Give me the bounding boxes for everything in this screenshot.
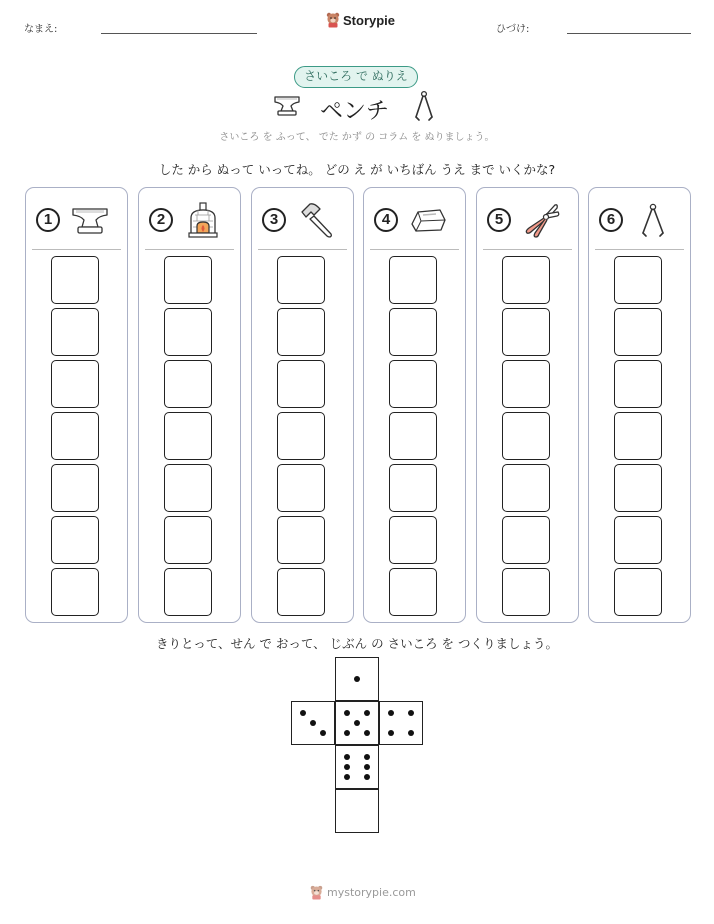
column-number: 3 xyxy=(262,208,286,232)
category-pill: さいころ で ぬりえ xyxy=(294,66,418,88)
column-number: 4 xyxy=(374,208,398,232)
dice-pip xyxy=(344,764,350,770)
name-label: なまえ: xyxy=(24,24,58,35)
dice-face-right xyxy=(379,701,423,745)
dice-pip xyxy=(364,764,370,770)
column-number: 1 xyxy=(36,208,60,232)
dice-pip xyxy=(354,720,360,726)
dice-pip xyxy=(344,730,350,736)
dice-pip xyxy=(364,754,370,760)
dice-face-left xyxy=(291,701,335,745)
instruction-text: した から ぬって いってね。 どの え が いちばん うえ まで いくかな? xyxy=(158,162,556,177)
cut-instruction: きりとって、せん で おって、 じぶん の さいころ を つくりましょう。 xyxy=(155,636,559,651)
dice-pip xyxy=(388,710,394,716)
dice-face-top xyxy=(335,657,379,701)
dice-pip xyxy=(320,730,326,736)
footer-site: mystorypie.com xyxy=(327,886,416,899)
dice-pip xyxy=(364,774,370,780)
dice-pip xyxy=(408,730,414,736)
dice-face-lower xyxy=(335,745,379,789)
dice-pip xyxy=(388,730,394,736)
footer xyxy=(310,885,416,900)
dice-pip xyxy=(408,710,414,716)
dice-pip xyxy=(344,774,350,780)
dice-pip xyxy=(354,676,360,682)
bear-footer-icon xyxy=(310,885,323,900)
dice-pip xyxy=(364,730,370,736)
dice-face-center xyxy=(335,701,379,745)
subtitle: さいころ を ふって、 でた かず の コラム を ぬりましょう。 xyxy=(219,132,495,143)
dice-pip xyxy=(344,710,350,716)
dice-face-bottom xyxy=(335,789,379,833)
column-number: 5 xyxy=(487,208,511,232)
dice-pip xyxy=(344,754,350,760)
page-title: ペンチ xyxy=(320,98,389,124)
dice-pip xyxy=(364,710,370,716)
column-number: 2 xyxy=(149,208,173,232)
brand-name: Storypie xyxy=(343,12,396,28)
date-label: ひづけ: xyxy=(496,24,530,35)
column-number: 6 xyxy=(599,208,623,232)
dice-pip xyxy=(310,720,316,726)
dice-pip xyxy=(300,710,306,716)
